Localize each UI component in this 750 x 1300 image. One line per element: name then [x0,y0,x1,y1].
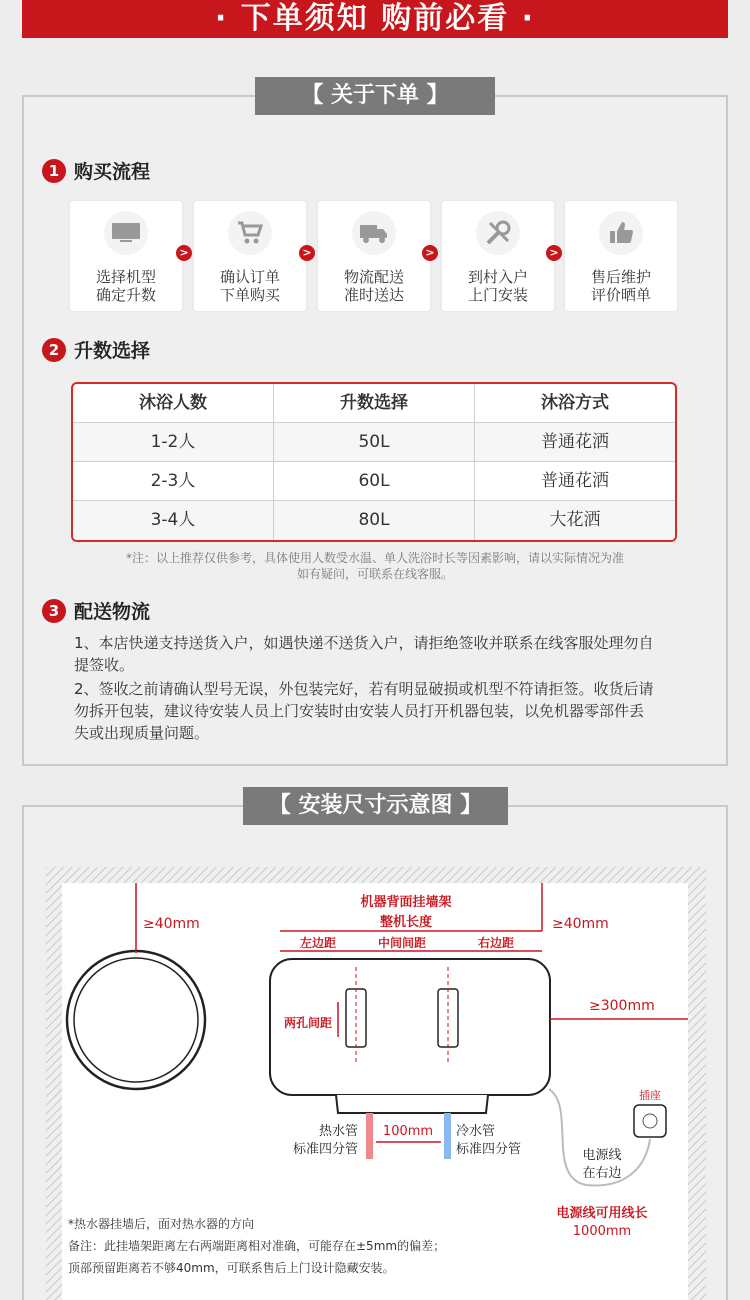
table-cell: 2-3人 [73,462,274,500]
section-title: 升数选择 [74,340,151,362]
delivery-paragraph-2: 2、签收之前请确认型号无误，外包装完好，若有明显破损或机型不符请拒签。收货后请勿拆开包装，建议待安装人员上门安装时由安装人员打开机器包装，以免机器零部件丢失或出现质量问题。 [74,680,654,742]
table-cell: 50L [274,423,475,461]
step-installation [442,201,554,311]
delivery-heading [42,597,150,624]
step-line1: 售后维护 [590,268,651,286]
hole-distance: 两孔间距 [283,1016,333,1030]
section-number-2: 2 [42,338,66,362]
installation-diagram [46,867,706,1300]
section-number-3: 3 [42,599,66,623]
step-delivery [318,201,430,311]
heater-side-view [67,951,205,1089]
hot-pipe-label: 热水管 [318,1124,358,1139]
table-row [73,462,675,501]
top-banner: · 下单须知 购前必看 · [22,0,728,38]
hot-pipe-spec: 标准四分管 [292,1142,358,1157]
socket-label: 插座 [639,1089,661,1102]
table-cell: 60L [274,462,475,500]
total-length: 整机长度 [379,915,433,930]
chevron-right-icon: > [299,245,315,261]
cable-length-label: 电源线可用线长 [556,1206,648,1221]
chevron-right-icon: > [176,245,192,261]
step-line2: 评价晒单 [590,286,651,304]
power-position: 在右边 [582,1166,622,1181]
cable-length: 1000mm [572,1224,632,1239]
tv-icon [104,211,148,255]
step-line1: 选择机型 [95,268,156,286]
step-line2: 下单购买 [219,286,280,304]
right-distance: 右边距 [477,936,515,950]
cold-pipe-spec: 标准四分管 [456,1142,522,1157]
step-confirm-order [194,201,306,311]
footnote-1: *热水器挂墙后，面对热水器的方向 [68,1217,255,1231]
table-header: 沐浴方式 [541,393,609,413]
step-select-model [70,201,182,311]
cart-icon [228,211,272,255]
purchase-process-heading [42,157,150,184]
step-line2: 确定升数 [95,286,156,304]
tools-icon [476,211,520,255]
table-cell: 普通花洒 [541,432,609,452]
section-title: 配送物流 [74,601,151,623]
bracket-title: 机器背面挂墙架 [360,895,452,910]
cold-pipe-label: 冷水管 [456,1124,496,1139]
step-line1: 确认订单 [219,268,280,286]
thumbs-up-icon [599,211,643,255]
top-left-gap: ≥40mm [143,916,200,932]
capacity-table [71,382,677,542]
power-label: 电源线 [582,1148,622,1163]
pipe-gap: 100mm [382,1124,434,1139]
note-line: *注：以上推荐仅供参考，具体使用人数受水温、单人洗浴时长等因素影响，请以实际情况为准 [125,551,624,565]
table-cell: 大花洒 [549,510,601,530]
heater-bottom [336,1095,488,1113]
socket [634,1105,666,1137]
table-cell: 80L [274,501,475,540]
footnote-2: 备注：此挂墙架距离左右两端距离相对准确，可能存在±5mm的偏差； [68,1239,446,1253]
install-tag: 【 安装尺寸示意图 】 [243,787,508,825]
middle-distance: 中间间距 [377,936,427,950]
delivery-paragraph-1: 1、本店快递支持送货入户，如遇快递不送货入户，请拒绝签收并联系在线客服处理勿自提签收。 [74,634,654,674]
hot-pipe [366,1113,373,1159]
step-line1: 物流配送 [343,268,404,286]
step-after-sales [565,201,677,311]
table-row [73,501,675,540]
chevron-right-icon: > [546,245,562,261]
capacity-note [90,550,660,582]
table-header: 沐浴人数 [73,384,274,422]
table-cell: 普通花洒 [541,471,609,491]
truck-icon [352,211,396,255]
side-gap: ≥300mm [589,998,655,1014]
order-info-tag: 【 关于下单 】 [255,77,495,115]
left-distance: 左边距 [299,936,337,950]
step-line2: 上门安装 [467,286,528,304]
table-cell: 3-4人 [73,501,274,540]
footnote-3: 顶部预留距离若不够40mm，可联系售后上门设计隐藏安装。 [68,1261,395,1275]
note-line: 如有疑问，可联系在线客服。 [296,567,453,581]
process-steps [70,201,680,311]
top-right-gap: ≥40mm [552,916,609,932]
table-row [73,423,675,462]
section-title: 购买流程 [74,161,151,183]
step-line1: 到村入户 [467,268,528,286]
chevron-right-icon: > [422,245,438,261]
table-header: 升数选择 [274,384,475,422]
table-header-row [73,384,675,423]
capacity-selection-heading [42,336,150,363]
section-number-1: 1 [42,159,66,183]
cold-pipe [444,1113,451,1159]
step-line2: 准时送达 [343,286,404,304]
table-cell: 1-2人 [73,423,274,461]
